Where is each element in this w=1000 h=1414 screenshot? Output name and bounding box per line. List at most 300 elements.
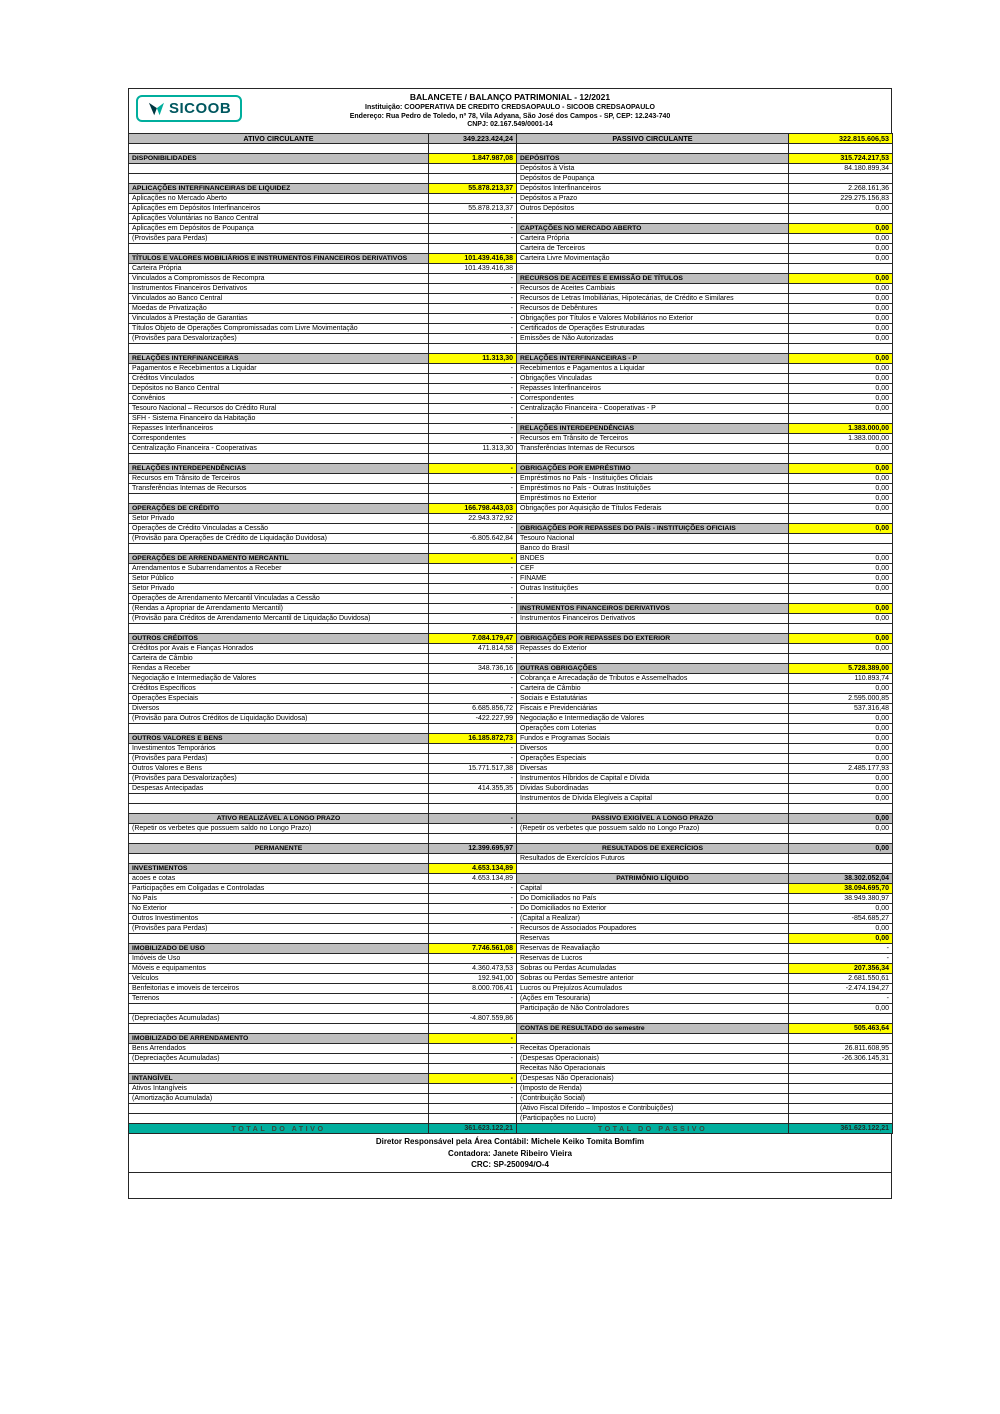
- passivo-value-cell: 229.275.156,83: [789, 194, 893, 204]
- ativo-label-cell: (Provisão para Créditos de Arrendamento Mercantil de Liquidação Duvidosa): [129, 614, 429, 624]
- table-row: [129, 494, 893, 504]
- ativo-label-cell: Créditos Específicos: [129, 684, 429, 694]
- table-row: [129, 1094, 893, 1104]
- ativo-value-cell: 6.685.856,72: [429, 704, 517, 714]
- ativo-label-cell: [129, 344, 429, 354]
- passivo-value-cell: 38.094.695,70: [789, 884, 893, 894]
- passivo-value-cell: 0,00: [789, 824, 893, 834]
- passivo-value-cell: [789, 1064, 893, 1074]
- table-row: [129, 264, 893, 274]
- passivo-label-cell: Depósitos de Poupança: [517, 174, 789, 184]
- table-row: [129, 154, 893, 164]
- passivo-label-cell: INSTRUMENTOS FINANCEIROS DERIVATIVOS: [517, 604, 789, 614]
- table-row: [129, 1044, 893, 1054]
- ativo-label-cell: [129, 624, 429, 634]
- ativo-label-cell: [129, 1104, 429, 1114]
- ativo-label-cell: (Provisões para Perdas): [129, 924, 429, 934]
- balance-sheet: [128, 88, 892, 1199]
- passivo-value-cell: 0,00: [789, 634, 893, 644]
- table-row: [129, 554, 893, 564]
- ativo-value-cell: 1.847.987,08: [429, 154, 517, 164]
- ativo-value-cell: -: [429, 364, 517, 374]
- ativo-label-cell: IMOBILIZADO DE ARRENDAMENTO: [129, 1034, 429, 1044]
- ativo-label-cell: No País: [129, 894, 429, 904]
- ativo-label-cell: [129, 1004, 429, 1014]
- table-row: [129, 444, 893, 454]
- passivo-label-cell: PATRIMÔNIO LÍQUIDO: [517, 874, 789, 884]
- passivo-circulante-header: PASSIVO CIRCULANTE: [517, 134, 789, 144]
- ativo-value-cell: [429, 804, 517, 814]
- ativo-label-cell: TOTAL DO ATIVO: [129, 1124, 429, 1134]
- ativo-label-cell: Repasses Interfinanceiros: [129, 424, 429, 434]
- passivo-label-cell: Negociação e Intermediação de Valores: [517, 714, 789, 724]
- report-footer: [128, 1134, 892, 1173]
- report-title: BALANCETE / BALANÇO PATRIMONIAL - 12/2021: [409, 92, 611, 102]
- table-row: [129, 784, 893, 794]
- passivo-value-cell: 38.949.380,97: [789, 894, 893, 904]
- passivo-value-cell: 0,00: [789, 604, 893, 614]
- passivo-value-cell: [789, 144, 893, 154]
- ativo-value-cell: -: [429, 744, 517, 754]
- ativo-label-cell: Correspondentes: [129, 434, 429, 444]
- ativo-value-cell: 4.653.134,89: [429, 874, 517, 884]
- ativo-label-cell: Veículos: [129, 974, 429, 984]
- passivo-value-cell: 505.463,64: [789, 1024, 893, 1034]
- ativo-label-cell: RELAÇÕES INTERFINANCEIRAS: [129, 354, 429, 364]
- table-row: [129, 834, 893, 844]
- ativo-label-cell: Rendas a Receber: [129, 664, 429, 674]
- passivo-value-cell: [789, 534, 893, 544]
- ativo-value-cell: 15.771.517,38: [429, 764, 517, 774]
- ativo-value-cell: -: [429, 1044, 517, 1054]
- passivo-value-cell: 0,00: [789, 204, 893, 214]
- passivo-value-cell: 0,00: [789, 754, 893, 764]
- passivo-label-cell: Repasses Interfinanceiros: [517, 384, 789, 394]
- passivo-value-cell: [789, 864, 893, 874]
- passivo-value-cell: 0,00: [789, 934, 893, 944]
- passivo-value-cell: 0,00: [789, 714, 893, 724]
- ativo-value-cell: 4.360.473,53: [429, 964, 517, 974]
- ativo-label-cell: IMOBILIZADO DE USO: [129, 944, 429, 954]
- ativo-value-cell: 11.313,30: [429, 444, 517, 454]
- passivo-value-cell: 0,00: [789, 564, 893, 574]
- ativo-label-cell: OPERAÇÕES DE CRÉDITO: [129, 504, 429, 514]
- report-institution: Instituição: COOPERATIVA DE CREDITO CREDSAOPAULO - SICOOB CREDSAOPAULO: [365, 104, 655, 111]
- passivo-label-cell: Reservas de Reavaliação: [517, 944, 789, 954]
- ativo-label-cell: Negociação e Intermediação de Valores: [129, 674, 429, 684]
- table-row: [129, 164, 893, 174]
- sicoob-logo-text: SICOOB: [169, 100, 232, 117]
- ativo-label-cell: Moedas de Privatização: [129, 304, 429, 314]
- passivo-value-cell: [789, 174, 893, 184]
- passivo-value-cell: [789, 344, 893, 354]
- ativo-label-cell: Imóveis de Uso: [129, 954, 429, 964]
- ativo-label-cell: [129, 454, 429, 464]
- passivo-value-cell: [789, 1074, 893, 1084]
- ativo-value-cell: -: [429, 994, 517, 1004]
- table-row: [129, 334, 893, 344]
- table-row: [129, 184, 893, 194]
- passivo-label-cell: (Ativo Fiscal Diferido – Impostos e Contribuições): [517, 1104, 789, 1114]
- table-row: [129, 934, 893, 944]
- footer-crc: CRC: SP-250094/O-4: [471, 1160, 549, 1170]
- table-row: [129, 634, 893, 644]
- passivo-value-cell: 84.180.899,34: [789, 164, 893, 174]
- table-row: [129, 894, 893, 904]
- table-row: [129, 974, 893, 984]
- ativo-label-cell: [129, 854, 429, 864]
- passivo-value-cell: 0,00: [789, 724, 893, 734]
- ativo-value-cell: -: [429, 654, 517, 664]
- passivo-label-cell: Recursos de Letras Imobiliárias, Hipotecárias, de Crédito e Similares: [517, 294, 789, 304]
- passivo-label-cell: OBRIGAÇÕES POR EMPRÉSTIMO: [517, 464, 789, 474]
- table-row: [129, 404, 893, 414]
- table-row: [129, 434, 893, 444]
- ativo-value-cell: -: [429, 464, 517, 474]
- passivo-label-cell: Reservas: [517, 934, 789, 944]
- ativo-value-cell: 8.000.706,41: [429, 984, 517, 994]
- passivo-value-cell: 0,00: [789, 494, 893, 504]
- passivo-label-cell: Instrumentos de Dívida Elegíveis a Capital: [517, 794, 789, 804]
- passivo-label-cell: Outros Depósitos: [517, 204, 789, 214]
- passivo-label-cell: DEPÓSITOS: [517, 154, 789, 164]
- passivo-label-cell: Reservas de Lucros: [517, 954, 789, 964]
- ativo-label-cell: (Provisão para Outros Créditos de Liquidação Duvidosa): [129, 714, 429, 724]
- table-row: [129, 364, 893, 374]
- passivo-value-cell: -854.685,27: [789, 914, 893, 924]
- ativo-value-cell: -: [429, 214, 517, 224]
- passivo-label-cell: [517, 654, 789, 664]
- ativo-label-cell: [129, 834, 429, 844]
- ativo-value-cell: -: [429, 274, 517, 284]
- ativo-value-cell: -: [429, 284, 517, 294]
- table-row: [129, 674, 893, 684]
- passivo-value-cell: 0,00: [789, 354, 893, 364]
- ativo-value-cell: -: [429, 674, 517, 684]
- passivo-value-cell: [789, 654, 893, 664]
- table-row: [129, 914, 893, 924]
- ativo-value-cell: -: [429, 904, 517, 914]
- passivo-value-cell: 0,00: [789, 614, 893, 624]
- ativo-label-cell: APLICAÇÕES INTERFINANCEIRAS DE LIQUIDEZ: [129, 184, 429, 194]
- passivo-value-cell: 0,00: [789, 844, 893, 854]
- passivo-value-cell: 0,00: [789, 314, 893, 324]
- passivo-label-cell: RESULTADOS DE EXERCÍCIOS: [517, 844, 789, 854]
- footer-empty-area: [128, 1173, 892, 1199]
- ativo-value-cell: -: [429, 614, 517, 624]
- ativo-label-cell: (Depreciações Acumuladas): [129, 1054, 429, 1064]
- passivo-label-cell: Operações com Loterias: [517, 724, 789, 734]
- passivo-value-cell: 0,00: [789, 904, 893, 914]
- ativo-value-cell: 55.878.213,37: [429, 184, 517, 194]
- passivo-label-cell: Sobras ou Perdas Semestre anterior: [517, 974, 789, 984]
- table-row: [129, 584, 893, 594]
- passivo-label-cell: Capital: [517, 884, 789, 894]
- table-row: [129, 874, 893, 884]
- passivo-value-cell: 0,00: [789, 524, 893, 534]
- ativo-label-cell: Terrenos: [129, 994, 429, 1004]
- ativo-value-cell: 4.653.134,89: [429, 864, 517, 874]
- ativo-label-cell: TÍTULOS E VALORES MOBILIÁRIOS E INSTRUMENTOS FINANCEIROS DERIVATIVOS: [129, 254, 429, 264]
- passivo-label-cell: PASSIVO EXIGÍVEL A LONGO PRAZO: [517, 814, 789, 824]
- passivo-value-cell: [789, 1094, 893, 1104]
- passivo-value-cell: 0,00: [789, 304, 893, 314]
- ativo-value-cell: [429, 1104, 517, 1114]
- table-row: [129, 224, 893, 234]
- passivo-label-cell: TOTAL DO PASSIVO: [517, 1124, 789, 1134]
- table-row: [129, 504, 893, 514]
- table-row: [129, 204, 893, 214]
- passivo-value-cell: 0,00: [789, 394, 893, 404]
- table-row: [129, 714, 893, 724]
- passivo-label-cell: [517, 1014, 789, 1024]
- ativo-label-cell: Créditos Vinculados: [129, 374, 429, 384]
- passivo-label-cell: (Despesas Não Operacionais): [517, 1074, 789, 1084]
- table-row: [129, 654, 893, 664]
- passivo-label-cell: Empréstimos no País - Instituições Oficiais: [517, 474, 789, 484]
- table-row: [129, 804, 893, 814]
- passivo-label-cell: (Capital a Realizar): [517, 914, 789, 924]
- ativo-label-cell: [129, 804, 429, 814]
- table-row: [129, 574, 893, 584]
- ativo-value-cell: -: [429, 1034, 517, 1044]
- passivo-value-cell: 0,00: [789, 364, 893, 374]
- footer-accountant: Contadora: Janete Ribeiro Vieira: [448, 1148, 572, 1158]
- table-row: [129, 964, 893, 974]
- ativo-label-cell: [129, 1114, 429, 1124]
- ativo-label-cell: Aplicações no Mercado Aberto: [129, 194, 429, 204]
- table-row: [129, 244, 893, 254]
- ativo-label-cell: OUTROS CRÉDITOS: [129, 634, 429, 644]
- passivo-label-cell: Certificados de Operações Estruturadas: [517, 324, 789, 334]
- passivo-label-cell: Carteira de Terceiros: [517, 244, 789, 254]
- ativo-label-cell: Móveis e equipamentos: [129, 964, 429, 974]
- passivo-value-cell: 0,00: [789, 484, 893, 494]
- passivo-value-cell: [789, 514, 893, 524]
- passivo-label-cell: Dívidas Subordinadas: [517, 784, 789, 794]
- ativo-label-cell: [129, 164, 429, 174]
- passivo-value-cell: 2.595.000,85: [789, 694, 893, 704]
- ativo-label-cell: PERMANENTE: [129, 844, 429, 854]
- ativo-value-cell: -: [429, 774, 517, 784]
- ativo-label-cell: INTANGÍVEL: [129, 1074, 429, 1084]
- ativo-circulante-header: ATIVO CIRCULANTE: [129, 134, 429, 144]
- ativo-label-cell: [129, 544, 429, 554]
- ativo-value-cell: 101.439.416,38: [429, 264, 517, 274]
- passivo-value-cell: -26.306.145,31: [789, 1054, 893, 1064]
- ativo-value-cell: [429, 454, 517, 464]
- passivo-label-cell: [517, 834, 789, 844]
- table-row: [129, 864, 893, 874]
- ativo-value-cell: -: [429, 1094, 517, 1104]
- passivo-value-cell: 0,00: [789, 1004, 893, 1014]
- table-row: [129, 1004, 893, 1014]
- passivo-value-cell: 537.316,48: [789, 704, 893, 714]
- table-row: [129, 484, 893, 494]
- passivo-label-cell: Instrumentos Híbridos de Capital e Dívida: [517, 774, 789, 784]
- table-row: [129, 1084, 893, 1094]
- passivo-value-cell: 1.383.000,00: [789, 434, 893, 444]
- passivo-value-cell: [789, 804, 893, 814]
- ativo-value-cell: -: [429, 754, 517, 764]
- passivo-label-cell: Receitas Operacionais: [517, 1044, 789, 1054]
- table-row: [129, 614, 893, 624]
- passivo-label-cell: (Participações no Lucro): [517, 1114, 789, 1124]
- balance-table-body: [129, 134, 893, 1134]
- ativo-value-cell: -: [429, 574, 517, 584]
- passivo-label-cell: Obrigações por Aquisição de Títulos Federais: [517, 504, 789, 514]
- passivo-label-cell: [517, 454, 789, 464]
- passivo-value-cell: 207.356,34: [789, 964, 893, 974]
- passivo-value-cell: 110.893,74: [789, 674, 893, 684]
- passivo-value-cell: 0,00: [789, 474, 893, 484]
- ativo-value-cell: -: [429, 234, 517, 244]
- ativo-label-cell: Setor Privado: [129, 514, 429, 524]
- ativo-value-cell: [429, 934, 517, 944]
- passivo-value-cell: 1.383.000,00: [789, 424, 893, 434]
- ativo-label-cell: Títulos Objeto de Operações Compromissadas com Livre Movimentação: [129, 324, 429, 334]
- table-row: [129, 544, 893, 554]
- ativo-label-cell: OUTROS VALORES E BENS: [129, 734, 429, 744]
- passivo-value-cell: 0,00: [789, 284, 893, 294]
- footer-director: Diretor Responsável pela Área Contábil: Michele Keiko Tomita Bomfim: [375, 1137, 645, 1146]
- passivo-label-cell: Diversas: [517, 764, 789, 774]
- table-row: [129, 744, 893, 754]
- passivo-label-cell: Fiscais e Previdenciárias: [517, 704, 789, 714]
- table-row: [129, 314, 893, 324]
- ativo-label-cell: INVESTIMENTOS: [129, 864, 429, 874]
- passivo-label-cell: (Imposto de Renda): [517, 1084, 789, 1094]
- passivo-value-cell: 315.724.217,53: [789, 154, 893, 164]
- passivo-value-cell: 0,00: [789, 334, 893, 344]
- ativo-value-cell: [429, 494, 517, 504]
- table-row: [129, 624, 893, 634]
- ativo-value-cell: -: [429, 1074, 517, 1084]
- passivo-label-cell: [517, 414, 789, 424]
- ativo-value-cell: -: [429, 914, 517, 924]
- ativo-value-cell: -: [429, 694, 517, 704]
- passivo-value-cell: [789, 594, 893, 604]
- table-row: [129, 774, 893, 784]
- ativo-label-cell: Vinculados a Compromissos de Recompra: [129, 274, 429, 284]
- passivo-label-cell: [517, 144, 789, 154]
- ativo-label-cell: Convênios: [129, 394, 429, 404]
- ativo-label-cell: Instrumentos Financeiros Derivativos: [129, 284, 429, 294]
- ativo-label-cell: (Rendas a Apropriar de Arrendamento Mercantil): [129, 604, 429, 614]
- ativo-label-cell: Créditos por Avais e Fianças Honrados: [129, 644, 429, 654]
- table-row: [129, 1054, 893, 1064]
- passivo-value-cell: 0,00: [789, 784, 893, 794]
- ativo-value-cell: -: [429, 954, 517, 964]
- table-row: [129, 384, 893, 394]
- ativo-value-cell: -: [429, 414, 517, 424]
- passivo-label-cell: Fundos e Programas Sociais: [517, 734, 789, 744]
- passivo-value-cell: 0,00: [789, 404, 893, 414]
- ativo-label-cell: Operações de Arrendamento Mercantil Vinculadas a Cessão: [129, 594, 429, 604]
- passivo-value-cell: -: [789, 954, 893, 964]
- passivo-label-cell: Repasses do Exterior: [517, 644, 789, 654]
- ativo-value-cell: -: [429, 554, 517, 564]
- ativo-value-cell: -: [429, 394, 517, 404]
- ativo-label-cell: [129, 144, 429, 154]
- passivo-value-cell: 38.302.052,04: [789, 874, 893, 884]
- ativo-value-cell: -: [429, 384, 517, 394]
- passivo-label-cell: CAPTAÇÕES NO MERCADO ABERTO: [517, 224, 789, 234]
- table-row: [129, 724, 893, 734]
- passivo-label-cell: BNDES: [517, 554, 789, 564]
- ativo-label-cell: [129, 1024, 429, 1034]
- ativo-value-cell: -: [429, 404, 517, 414]
- ativo-label-cell: Centralização Financeira - Cooperativas: [129, 444, 429, 454]
- ativo-value-cell: -: [429, 604, 517, 614]
- passivo-label-cell: Banco do Brasil: [517, 544, 789, 554]
- ativo-label-cell: Carteira de Câmbio: [129, 654, 429, 664]
- passivo-value-cell: 0,00: [789, 574, 893, 584]
- ativo-label-cell: ATIVO REALIZÁVEL A LONGO PRAZO: [129, 814, 429, 824]
- passivo-label-cell: Centralização Financeira - Cooperativas - P: [517, 404, 789, 414]
- table-row: [129, 664, 893, 674]
- ativo-value-cell: 7.084.179,47: [429, 634, 517, 644]
- table-row: [129, 194, 893, 204]
- passivo-label-cell: (Repetir os verbetes que possuem saldo no Longo Prazo): [517, 824, 789, 834]
- passivo-label-cell: Diversos: [517, 744, 789, 754]
- passivo-label-cell: (Despesas Operacionais): [517, 1054, 789, 1064]
- ativo-value-cell: [429, 854, 517, 864]
- ativo-value-cell: -: [429, 584, 517, 594]
- ativo-label-cell: No Exterior: [129, 904, 429, 914]
- ativo-label-cell: SFH - Sistema Financeiro da Habitação: [129, 414, 429, 424]
- ativo-label-cell: Aplicações em Depósitos Interfinanceiros: [129, 204, 429, 214]
- table-row: [129, 174, 893, 184]
- passivo-value-cell: 0,00: [789, 274, 893, 284]
- passivo-label-cell: Depósitos à Vista: [517, 164, 789, 174]
- passivo-value-cell: 2.485.177,93: [789, 764, 893, 774]
- table-row: [129, 604, 893, 614]
- passivo-label-cell: Lucros ou Prejuízos Acumulados: [517, 984, 789, 994]
- passivo-label-cell: Outras Instituições: [517, 584, 789, 594]
- ativo-value-cell: -: [429, 304, 517, 314]
- table-row: [129, 704, 893, 714]
- ativo-value-cell: [429, 144, 517, 154]
- ativo-label-cell: acoes e cotas: [129, 874, 429, 884]
- ativo-value-cell: [429, 1004, 517, 1014]
- ativo-label-cell: Arrendamentos e Subarrendamentos a Receber: [129, 564, 429, 574]
- table-row: [129, 294, 893, 304]
- ativo-value-cell: -: [429, 884, 517, 894]
- passivo-value-cell: 0,00: [789, 224, 893, 234]
- passivo-label-cell: Obrigações Vinculadas: [517, 374, 789, 384]
- passivo-label-cell: CONTAS DE RESULTADO do semestre: [517, 1024, 789, 1034]
- passivo-value-cell: [789, 264, 893, 274]
- passivo-label-cell: Tesouro Nacional: [517, 534, 789, 544]
- table-row: [129, 944, 893, 954]
- passivo-label-cell: Empréstimos no Exterior: [517, 494, 789, 504]
- passivo-value-cell: 0,00: [789, 374, 893, 384]
- passivo-label-cell: Recursos de Debêntures: [517, 304, 789, 314]
- ativo-value-cell: [429, 724, 517, 734]
- table-row: [129, 794, 893, 804]
- passivo-value-cell: 0,00: [789, 384, 893, 394]
- passivo-label-cell: [517, 344, 789, 354]
- passivo-label-cell: RELAÇÕES INTERFINANCEIRAS - P: [517, 354, 789, 364]
- table-row: [129, 374, 893, 384]
- passivo-label-cell: [517, 864, 789, 874]
- passivo-label-cell: Sobras ou Perdas Acumuladas: [517, 964, 789, 974]
- table-row: [129, 904, 893, 914]
- table-row: [129, 454, 893, 464]
- ativo-value-cell: -: [429, 1084, 517, 1094]
- ativo-value-cell: 192.941,00: [429, 974, 517, 984]
